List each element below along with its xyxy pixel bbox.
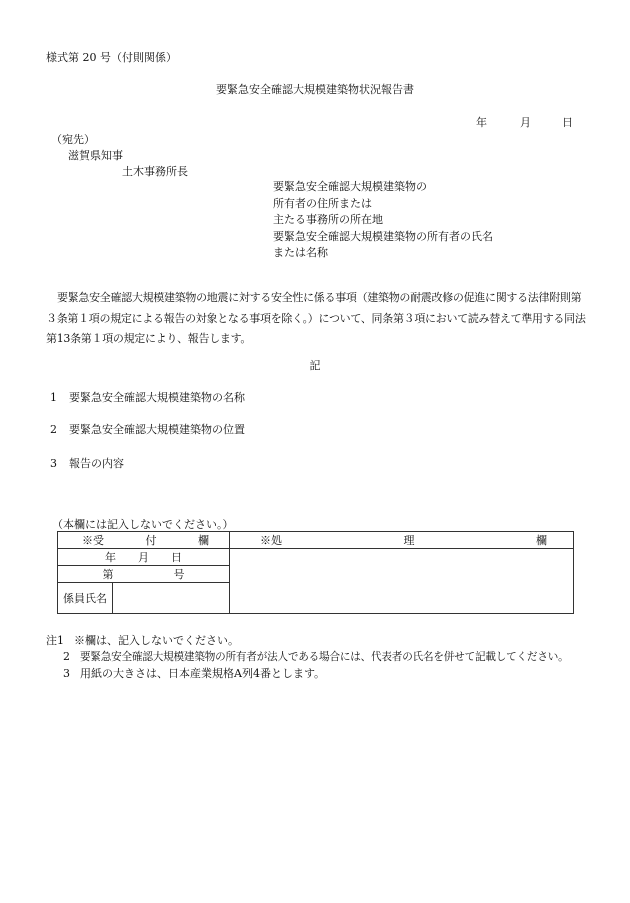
note-number: 1 xyxy=(57,634,64,647)
office-use-table xyxy=(57,531,574,614)
item-number: 2 xyxy=(50,423,57,436)
note-prefix: 注 xyxy=(46,634,57,647)
reporter-line: 主たる事務所の所在地 xyxy=(273,213,383,226)
reporter-line: または名称 xyxy=(273,246,328,259)
staff-label-cell: 係員氏名 xyxy=(58,583,113,614)
date-line xyxy=(476,114,573,130)
item-2 xyxy=(50,421,245,437)
item-number: 3 xyxy=(50,457,57,470)
note-text: 用紙の大きさは、日本産業規格A列4番とします。 xyxy=(80,667,326,680)
note-number: 2 xyxy=(63,650,70,663)
note-2 xyxy=(63,649,569,664)
note-text: 要緊急安全確認大規模建築物の所有者が法人である場合には、代表者の氏名を併せて記載してください。 xyxy=(80,651,569,663)
addressee-office: 土木事務所長 xyxy=(122,165,188,178)
date-month: 月 xyxy=(520,116,531,129)
process-cell xyxy=(230,549,574,614)
receipt-number-cell: 第 号 xyxy=(58,566,230,583)
date-year: 年 xyxy=(476,116,487,129)
process-header: ※処 理 欄 xyxy=(230,532,574,549)
addressee-label: （宛先） xyxy=(51,133,95,146)
addressee-governor: 滋賀県知事 xyxy=(68,149,123,162)
note-text: ※欄は、記入しないでください。 xyxy=(74,634,239,647)
item-text: 要緊急安全確認大規模建築物の位置 xyxy=(69,423,245,436)
reporter-line: 要緊急安全確認大規模建築物の xyxy=(273,180,427,193)
item-text: 要緊急安全確認大規模建築物の名称 xyxy=(69,391,245,404)
date-day: 日 xyxy=(562,116,573,129)
reporter-line: 所有者の住所または xyxy=(273,196,372,210)
item-number: 1 xyxy=(50,391,57,404)
reporter-block xyxy=(273,179,493,262)
receipt-date-cell: 年 月 日 xyxy=(58,549,230,566)
reporter-line: 要緊急安全確認大規模建築物の所有者の氏名 xyxy=(273,229,493,243)
item-text: 報告の内容 xyxy=(69,457,124,470)
receipt-header: ※受 付 欄 xyxy=(58,532,230,549)
ki-heading: 記 xyxy=(309,359,321,372)
note-number: 3 xyxy=(63,667,70,680)
note-1 xyxy=(46,632,239,648)
note-3 xyxy=(63,665,325,681)
document-title: 要緊急安全確認大規模建築物状況報告書 xyxy=(216,83,414,96)
item-3 xyxy=(50,455,124,471)
item-1 xyxy=(50,389,245,405)
table-caption: （本欄には記入しないでください。） xyxy=(52,518,234,531)
staff-name-cell xyxy=(113,583,230,614)
body-paragraph: 要緊急安全確認大規模建築物の地震に対する安全性に係る事項（建築物の耐震改修の促進に関する法律附則第３条第１項の規定による報告の対象となる事項を除く。）について、同条第３項において読み替えて準用する同法第13条第１項の規定により、報告します。 xyxy=(46,291,586,345)
form-number: 様式第 20 号（付則関係） xyxy=(46,51,177,64)
